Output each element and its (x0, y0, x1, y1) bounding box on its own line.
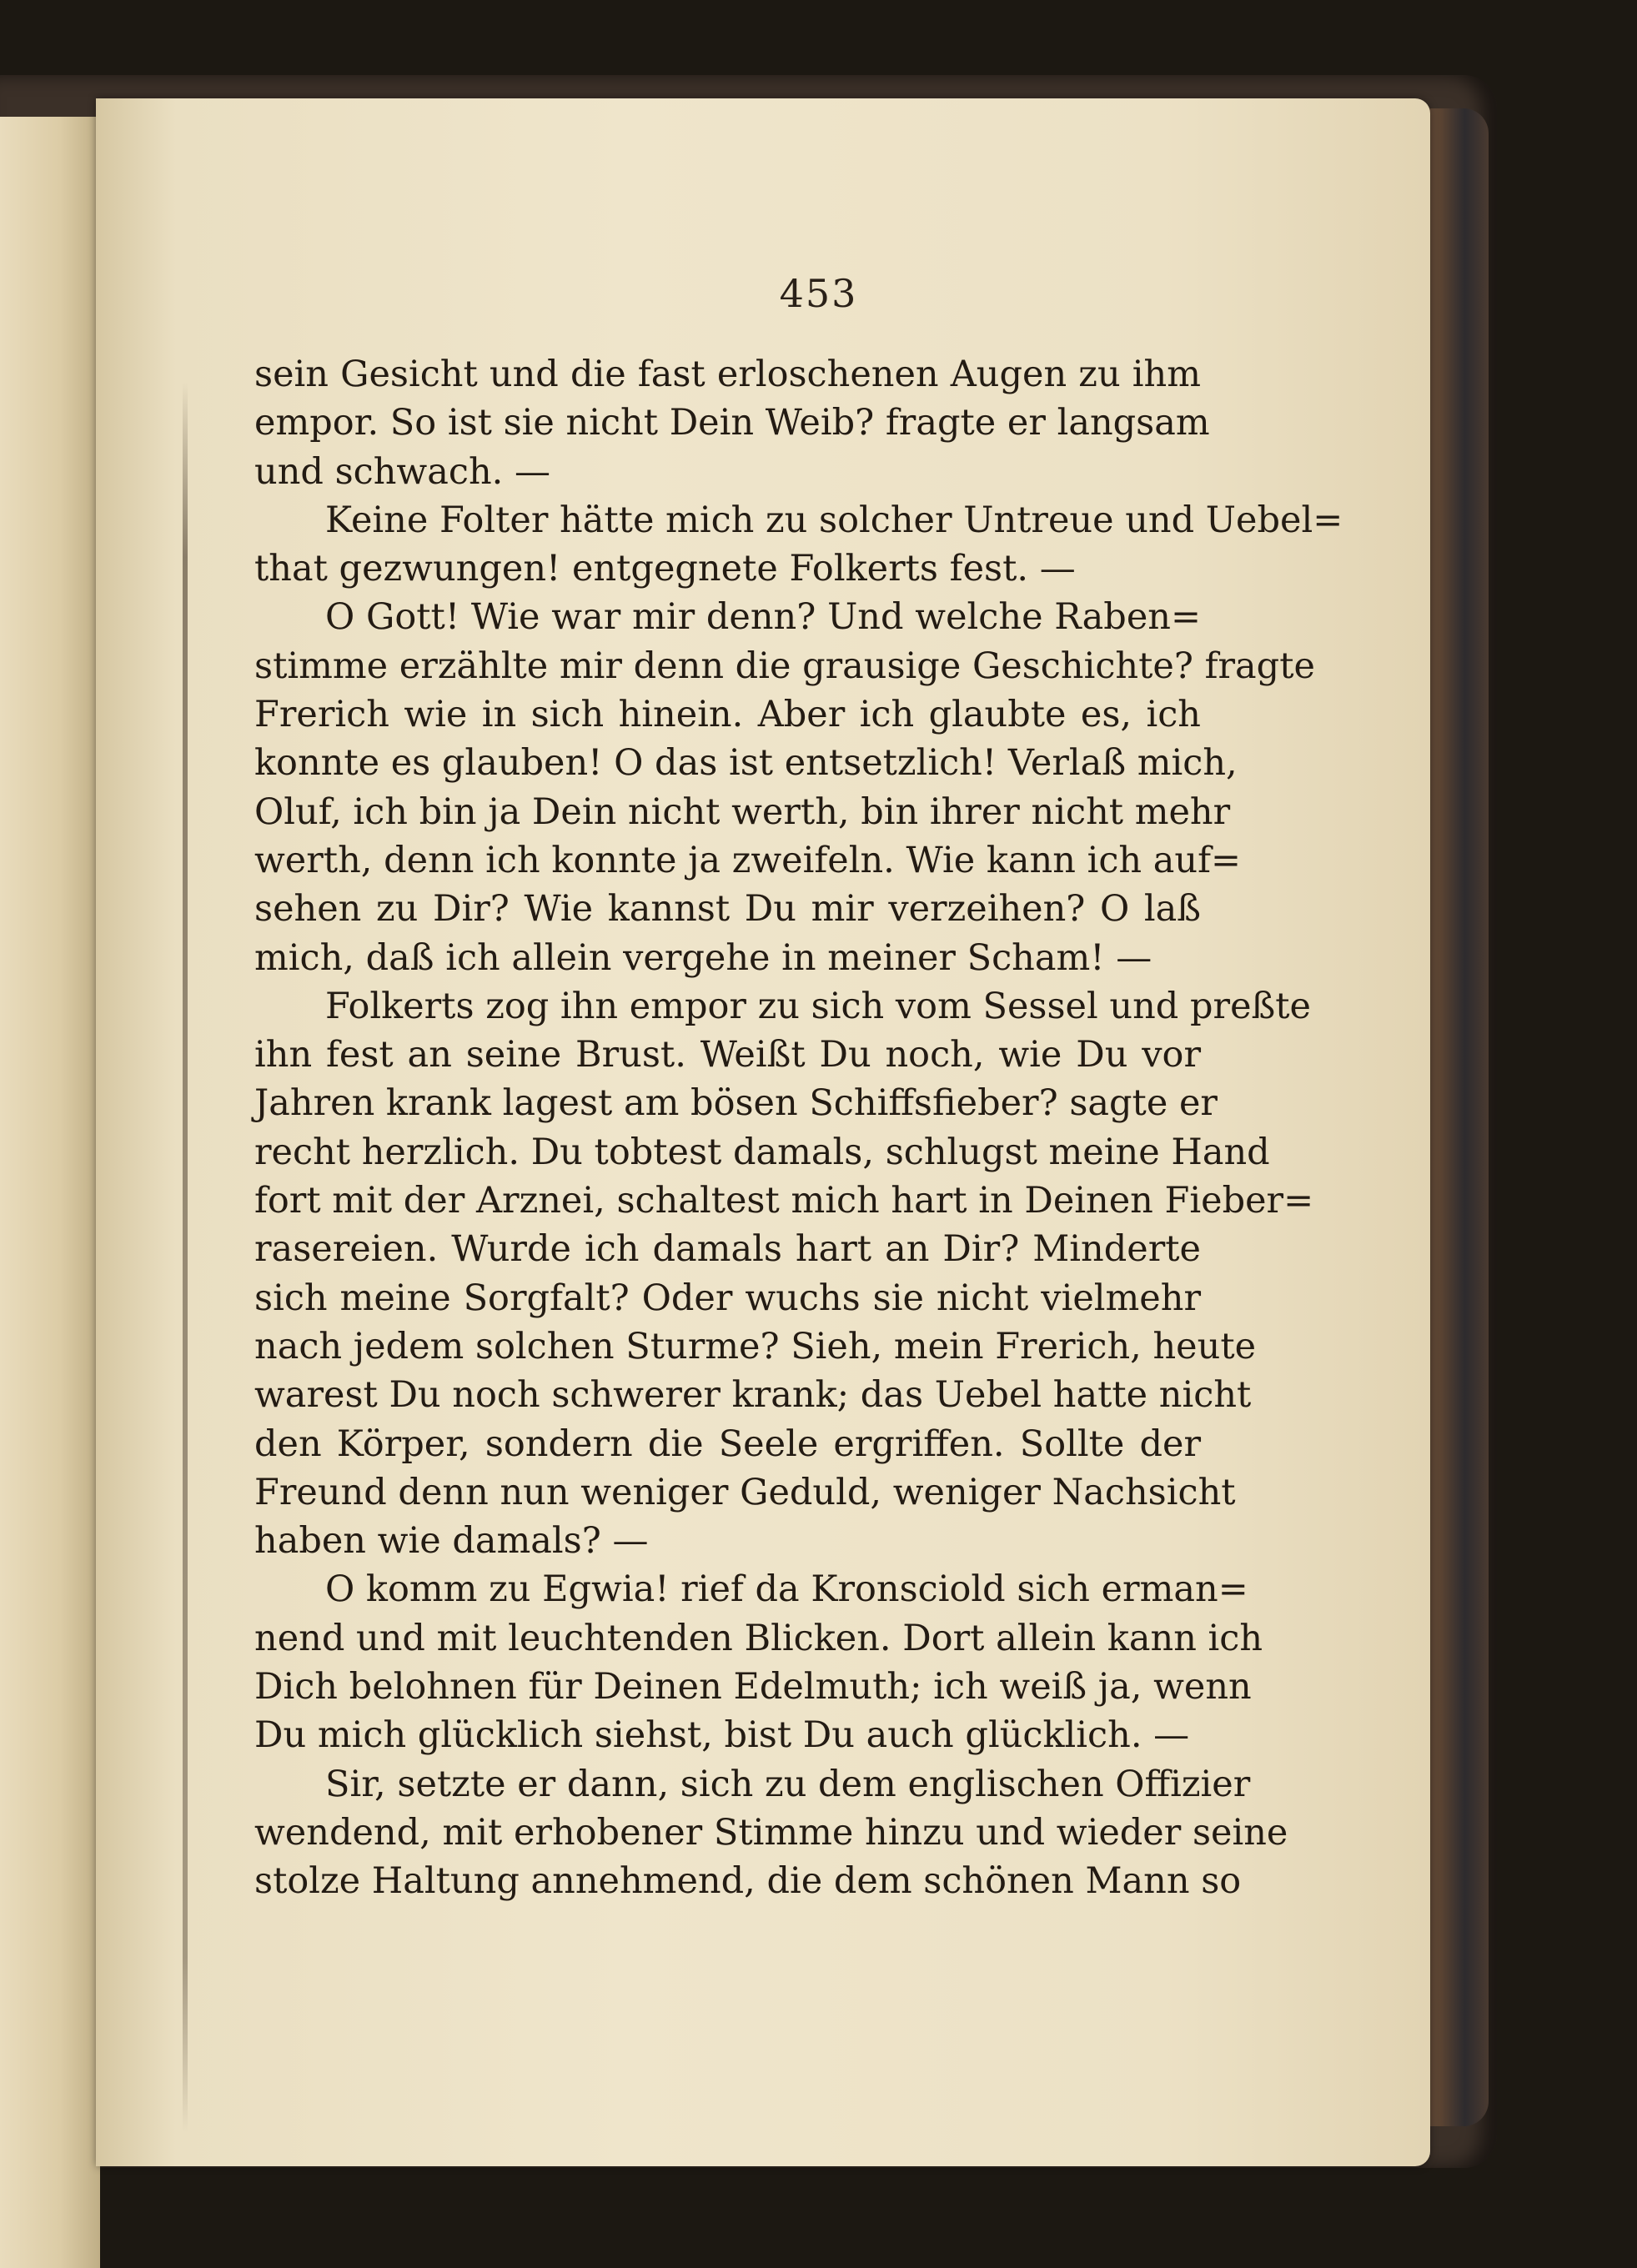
text-line: wendend, mit erhobener Stimme hinzu und wieder seine (254, 1811, 1288, 1854)
text-line: nend und mit leuchtenden Blicken. Dort allein kann ich (254, 1617, 1263, 1659)
text-line: fort mit der Arznei, schaltest mich hart in Deinen Fieber= (254, 1180, 1314, 1222)
text-line: O komm zu Egwia! rief da Kronsciold sich erman= (325, 1568, 1248, 1611)
text-line: Oluf, ich bin ja Dein nicht werth, bin ihrer nicht mehr (254, 790, 1231, 833)
text-line: konnte es glauben! O das ist entsetzlich! Verlaß mich, (254, 742, 1238, 785)
text-line: warest Du noch schwerer krank; das Uebel hatte nicht (254, 1374, 1252, 1417)
text-line: nach jedem solchen Sturme? Sieh, mein Frerich, heute (254, 1325, 1257, 1367)
page-number: 453 (779, 271, 858, 316)
text-line: sich meine Sorgfalt? Oder wuchs sie nicht vielmehr (254, 1277, 1201, 1319)
text-line: und schwach. — (254, 450, 550, 493)
text-line: mich, daß ich allein vergehe in meiner Scham! — (254, 936, 1152, 979)
previous-page-edge (0, 117, 100, 2268)
page-gutter (183, 382, 188, 2133)
text-line: werth, denn ich konnte ja zweifeln. Wie kann ich auf= (254, 839, 1242, 881)
text-line: Dich belohnen für Deinen Edelmuth; ich weiß ja, wenn (254, 1666, 1252, 1709)
text-line: sehen zu Dir? Wie kannst Du mir verzeihen? O laß (254, 888, 1201, 931)
text-line: Frerich wie in sich hinein. Aber ich glaubte es, ich (254, 694, 1201, 736)
text-line: Keine Folter hätte mich zu solcher Untreue und Uebel= (325, 499, 1343, 541)
text-line: that gezwungen! entgegnete Folkerts fest. — (254, 548, 1076, 590)
body-text (254, 350, 1343, 1906)
text-line: stimme erzählte mir denn die grausige Geschichte? fragte (254, 645, 1315, 687)
text-line: stolze Haltung annehmend, die dem schönen Mann so (254, 1860, 1242, 1903)
text-line: Freund denn nun weniger Geduld, weniger Nachsicht (254, 1471, 1236, 1513)
text-line: rasereien. Wurde ich damals hart an Dir? Minderte (254, 1228, 1201, 1271)
text-line: Jahren krank lagest am bösen Schiffsfieber? sagte er (254, 1082, 1218, 1125)
text-line: recht herzlich. Du tobtest damals, schlugst meine Hand (254, 1131, 1270, 1173)
text-line: O Gott! Wie war mir denn? Und welche Raben= (325, 596, 1201, 639)
text-line: den Körper, sondern die Seele ergriffen. Sollte der (254, 1423, 1201, 1465)
text-line: sein Gesicht und die fast erloschenen Augen zu ihm (254, 354, 1201, 395)
text-line: Du mich glücklich siehst, bist Du auch glücklich. — (254, 1714, 1190, 1757)
text-line: ihn fest an seine Brust. Weißt Du noch, wie Du vor (254, 1034, 1201, 1076)
text-line: Sir, setzte er dann, sich zu dem englischen Offizier (325, 1763, 1251, 1805)
text-line: Folkerts zog ihn empor zu sich vom Sessel und preßte (325, 985, 1311, 1027)
text-line: empor. So ist sie nicht Dein Weib? fragte er langsam (254, 402, 1210, 444)
text-line: haben wie damals? — (254, 1520, 649, 1563)
